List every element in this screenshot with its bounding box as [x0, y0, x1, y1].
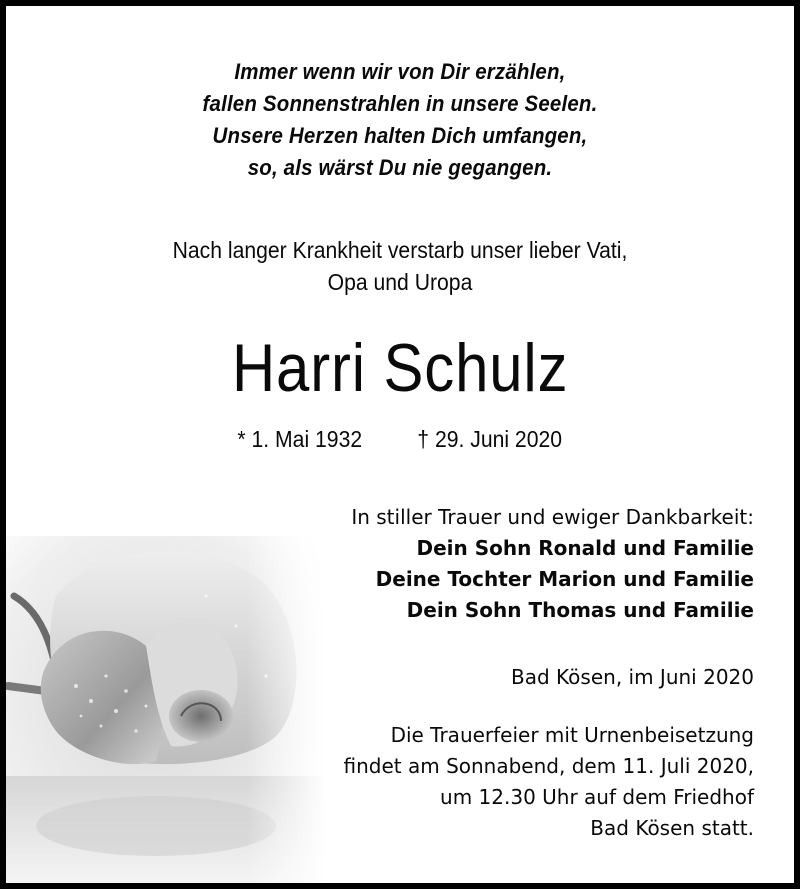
- mourners-block: [351, 502, 754, 626]
- birth-date: * 1. Mai 1932: [236, 426, 362, 452]
- funeral-line: um 12.30 Uhr auf dem Friedhof: [440, 785, 754, 809]
- poem-line: Immer wenn wir von Dir erzählen,: [234, 59, 566, 84]
- poem-line: Unsere Herzen halten Dich umfangen,: [212, 123, 588, 148]
- deceased-name-text: Harri Schulz: [231, 330, 569, 406]
- death-announcement: [6, 234, 794, 298]
- poem-verse: [6, 56, 794, 184]
- poem-line: fallen Sonnenstrahlen in unsere Seelen.: [202, 91, 598, 116]
- mourner: Dein Sohn Ronald und Familie: [416, 536, 754, 560]
- deceased-name: [6, 328, 794, 408]
- funeral-line: findet am Sonnabend, dem 11. Juli 2020,: [343, 754, 754, 778]
- mourner: Dein Sohn Thomas und Familie: [406, 598, 754, 622]
- life-dates: [6, 423, 794, 455]
- poem-line: so, als wärst Du nie gegangen.: [247, 155, 553, 180]
- rose-image: [6, 536, 326, 883]
- place-date-text: Bad Kösen, im Juni 2020: [511, 665, 754, 689]
- announcement-line: Opa und Uropa: [327, 269, 473, 295]
- mourner: Deine Tochter Marion und Familie: [375, 567, 754, 591]
- death-date: † 29. Juni 2020: [417, 426, 563, 452]
- obituary-notice: [6, 6, 794, 883]
- funeral-line: Die Trauerfeier mit Urnenbeisetzung: [390, 723, 754, 747]
- funeral-line: Bad Kösen statt.: [590, 816, 754, 840]
- mourning-intro: In stiller Trauer und ewiger Dankbarkeit:: [351, 505, 754, 529]
- funeral-details: [344, 720, 755, 844]
- place-date: [511, 662, 754, 693]
- announcement-line: Nach langer Krankheit verstarb unser lieber Vati,: [172, 237, 628, 263]
